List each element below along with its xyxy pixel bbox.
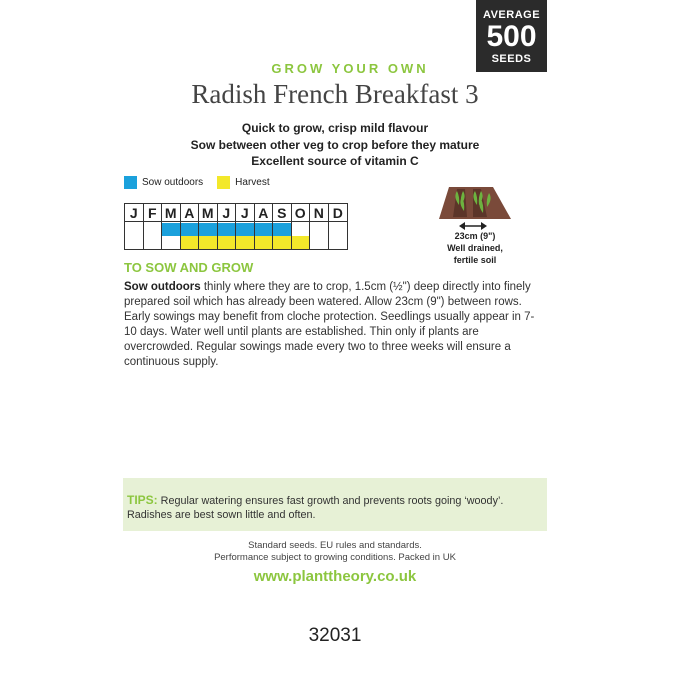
month-column xyxy=(144,204,163,249)
harvest-period-bar xyxy=(236,236,254,249)
month-column xyxy=(236,204,255,249)
instructions-lead: Sow outdoors xyxy=(124,281,201,293)
month-label: M xyxy=(199,204,217,222)
website-link[interactable]: www.planttheory.co.uk xyxy=(253,568,417,585)
harvest-period-bar xyxy=(199,236,217,249)
month-column xyxy=(162,204,181,249)
harvest-period-bar xyxy=(273,236,291,249)
footer-line-1: Standard seeds. EU rules and standards. xyxy=(248,540,422,551)
product-code: 32031 xyxy=(308,625,362,646)
month-label: A xyxy=(181,204,199,222)
badge-line1: AVERAGE xyxy=(482,9,541,21)
month-column xyxy=(255,204,274,249)
tips-label: TIPS: xyxy=(127,493,158,507)
diagram-caption xyxy=(420,230,530,266)
instructions-paragraph xyxy=(124,280,544,370)
sow-period-bar xyxy=(162,223,180,236)
month-column xyxy=(329,204,348,249)
section-heading: TO SOW AND GROW xyxy=(124,260,254,275)
badge-line3: SEEDS xyxy=(491,53,532,65)
month-label: D xyxy=(329,204,348,222)
product-title: Radish French Breakfast 3 xyxy=(191,79,479,109)
kicker-text: GROW YOUR OWN xyxy=(271,61,429,76)
tips-text: Regular watering ensures fast growth and prevents roots going ‘woody’. Radishes are best sown little and often. xyxy=(127,495,504,521)
harvest-period-bar xyxy=(292,236,310,249)
month-label: M xyxy=(162,204,180,222)
row-spacing-diagram xyxy=(437,183,513,223)
harvest-swatch xyxy=(217,176,230,189)
calendar-legend xyxy=(124,176,284,189)
harvest-period-bar xyxy=(218,236,236,249)
sow-period-bar xyxy=(273,223,291,236)
month-label: J xyxy=(236,204,254,222)
sow-period-bar xyxy=(218,223,236,236)
month-column xyxy=(218,204,237,249)
month-label: F xyxy=(144,204,162,222)
soil-label-2: fertile soil xyxy=(453,255,497,265)
badge-number: 500 xyxy=(486,20,537,53)
tips-box xyxy=(123,478,547,531)
feature-line-2: Sow between other veg to crop before they mature xyxy=(190,138,480,152)
sow-swatch xyxy=(124,176,137,189)
footer-line-2: Performance subject to growing conditions. Packed in UK xyxy=(214,552,456,563)
sow-legend-label: Sow outdoors xyxy=(142,177,204,188)
feature-line-3: Excellent source of vitamin C xyxy=(251,154,419,168)
instructions-text: thinly where they are to crop, 1.5cm (½") deep directly into finely prepared soil which has already been watered. Allow 23cm (9") between rows. Early sowings may benefit from cloche protection. Seedlings usually appear in 7-10 days. Water well until plants are established. Thin only if plants are overcrowded. Regular sowings made every two to three weeks will ensure a continuous supply. xyxy=(124,281,535,368)
harvest-period-bar xyxy=(255,236,273,249)
sowing-calendar xyxy=(124,203,348,250)
month-label: S xyxy=(273,204,291,222)
sow-period-bar xyxy=(236,223,254,236)
month-column xyxy=(292,204,311,249)
sow-period-bar xyxy=(255,223,273,236)
spacing-arrow-icon xyxy=(459,222,487,230)
spacing-label: 23cm (9") xyxy=(454,231,496,241)
month-column xyxy=(181,204,200,249)
month-label: O xyxy=(292,204,310,222)
month-column xyxy=(125,204,144,249)
feature-line-1: Quick to grow, crisp mild flavour xyxy=(241,121,429,135)
harvest-period-bar xyxy=(181,236,199,249)
harvest-legend-label: Harvest xyxy=(235,177,270,188)
sow-period-bar xyxy=(199,223,217,236)
month-label: J xyxy=(218,204,236,222)
month-column xyxy=(310,204,329,249)
soil-label-1: Well drained, xyxy=(447,243,503,253)
month-label: N xyxy=(310,204,328,222)
month-column xyxy=(273,204,292,249)
sow-period-bar xyxy=(181,223,199,236)
month-column xyxy=(199,204,218,249)
month-label: J xyxy=(125,204,143,222)
month-label: A xyxy=(255,204,273,222)
